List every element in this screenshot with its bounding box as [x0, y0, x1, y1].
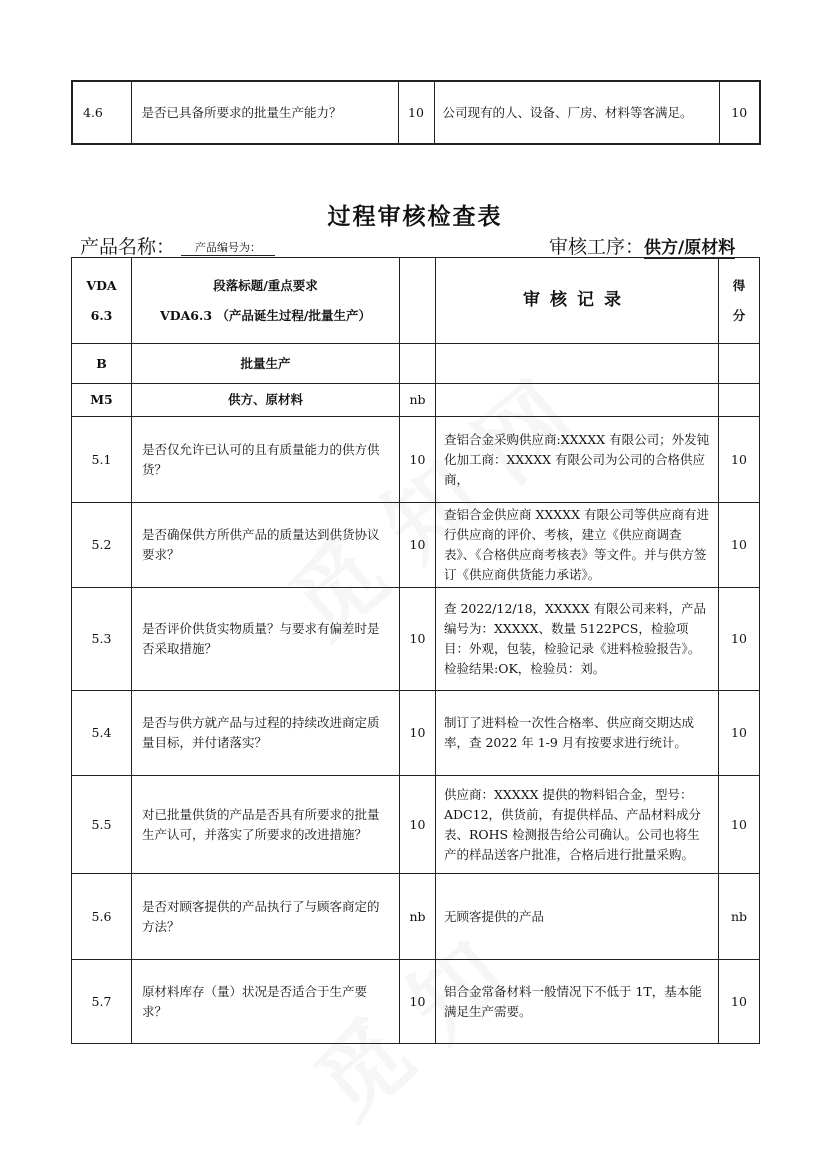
- item-question: 对已批量供货的产品是否具有所要求的批量生产认可，并落实了所要求的改进措施？: [132, 776, 400, 874]
- item-question: 原材料库存（量）状况是否适合于生产要求？: [132, 960, 400, 1044]
- section-row: [72, 344, 760, 384]
- item-question: 是否仅允许已认可的且有质量能力的供方供货？: [132, 417, 400, 503]
- table-row: [72, 874, 760, 960]
- item-result: 10: [719, 691, 760, 776]
- item-number: 5.4: [72, 691, 132, 776]
- table-row: [72, 503, 760, 588]
- item-result: 10: [719, 588, 760, 691]
- item-result: 10: [719, 776, 760, 874]
- item-number: 5.3: [72, 588, 132, 691]
- section-score: nb: [400, 384, 436, 417]
- process-label: 审核工序：: [549, 236, 645, 258]
- product-name-line: [80, 232, 275, 259]
- item-result: 10: [719, 417, 760, 503]
- item-record: 查 2022/12/18，XXXXX 有限公司来料，产品编号为：XXXXX、数量 5122PCS，检验项目：外观，包装，检验记录《进料检验报告》。检验结果:OK，检验员：刘。: [436, 588, 719, 691]
- table-row: [72, 960, 760, 1044]
- item-number: 5.5: [72, 776, 132, 874]
- item-question: 是否已具备所要求的批量生产能力？: [131, 81, 398, 144]
- section-code: M5: [72, 384, 132, 417]
- product-name-value: 产品编号为：: [181, 239, 275, 256]
- item-score: 10: [400, 417, 436, 503]
- item-score: 10: [398, 81, 434, 144]
- item-question: 是否与供方就产品与过程的持续改进商定质量目标，并付诸落实？: [132, 691, 400, 776]
- item-result: 10: [719, 81, 760, 144]
- item-question: 是否对顾客提供的产品执行了与顾客商定的方法？: [132, 874, 400, 960]
- item-result: 10: [719, 960, 760, 1044]
- header-empty: [400, 258, 436, 344]
- item-score: 10: [400, 503, 436, 588]
- table-row: [72, 417, 760, 503]
- product-name-label: 产品名称：: [80, 236, 176, 258]
- process-line: [549, 232, 735, 259]
- section-code: B: [72, 344, 132, 384]
- process-value: 供方/原材料: [644, 238, 736, 258]
- item-record: 公司现有的人、设备、厂房、材料等客满足。: [434, 81, 719, 144]
- item-score: 10: [400, 960, 436, 1044]
- page-title: 过程审核检查表: [327, 203, 503, 230]
- table-header: [72, 258, 760, 344]
- table-row: [72, 588, 760, 691]
- item-score: nb: [400, 874, 436, 960]
- item-question: 是否确保供方所供产品的质量达到供货协议要求？: [132, 503, 400, 588]
- item-record: 供应商：XXXXX 提供的物料铝合金，型号：ADC12，供货前，有提供样品、产品材料成分表、ROHS 检测报告给公司确认。公司也将生产的样品送客户批准，合格后进行批量采购。: [436, 776, 719, 874]
- item-number: 5.6: [72, 874, 132, 960]
- item-record: 查铝合金供应商 XXXXX 有限公司等供应商有进行供应商的评价、考核，建立《供应商调查表》、《合格供应商考核表》等文件。并与供方签订《供应商供货能力承诺》。: [436, 503, 719, 588]
- header-title: 段落标题/重点要求 VDA6.3 （产品诞生过程/批量生产）: [132, 258, 400, 344]
- item-record: 铝合金常备材料一般情况下不低于 1T，基本能满足生产需要。: [436, 960, 719, 1044]
- item-record: 制订了进料检一次性合格率、供应商交期达成率，查 2022 年 1-9 月有按要求进行统计。: [436, 691, 719, 776]
- item-score: 10: [400, 691, 436, 776]
- item-number: 5.2: [72, 503, 132, 588]
- item-result: 10: [719, 503, 760, 588]
- section-title: 供方、原材料: [132, 384, 400, 417]
- item-record: 无顾客提供的产品: [436, 874, 719, 960]
- item-record: 查铝合金采购供应商:XXXXX 有限公司；外发钝化加工商：XXXXX 有限公司为公司的合格供应商，: [436, 417, 719, 503]
- top-table: [71, 80, 761, 145]
- table-row: [72, 776, 760, 874]
- audit-table: [71, 257, 760, 1044]
- item-number: 4.6: [72, 81, 131, 144]
- section-title: 批量生产: [132, 344, 400, 384]
- table-row: [72, 691, 760, 776]
- item-score: 10: [400, 588, 436, 691]
- header-vda: VDA 6.3: [72, 258, 132, 344]
- header-score: 得 分: [719, 258, 760, 344]
- item-result: nb: [719, 874, 760, 960]
- section-row: [72, 384, 760, 417]
- item-score: 10: [400, 776, 436, 874]
- item-question: 是否评价供货实物质量？与要求有偏差时是否采取措施？: [132, 588, 400, 691]
- item-number: 5.1: [72, 417, 132, 503]
- table-row: [72, 81, 760, 144]
- item-number: 5.7: [72, 960, 132, 1044]
- header-record: 审核记录: [436, 258, 719, 344]
